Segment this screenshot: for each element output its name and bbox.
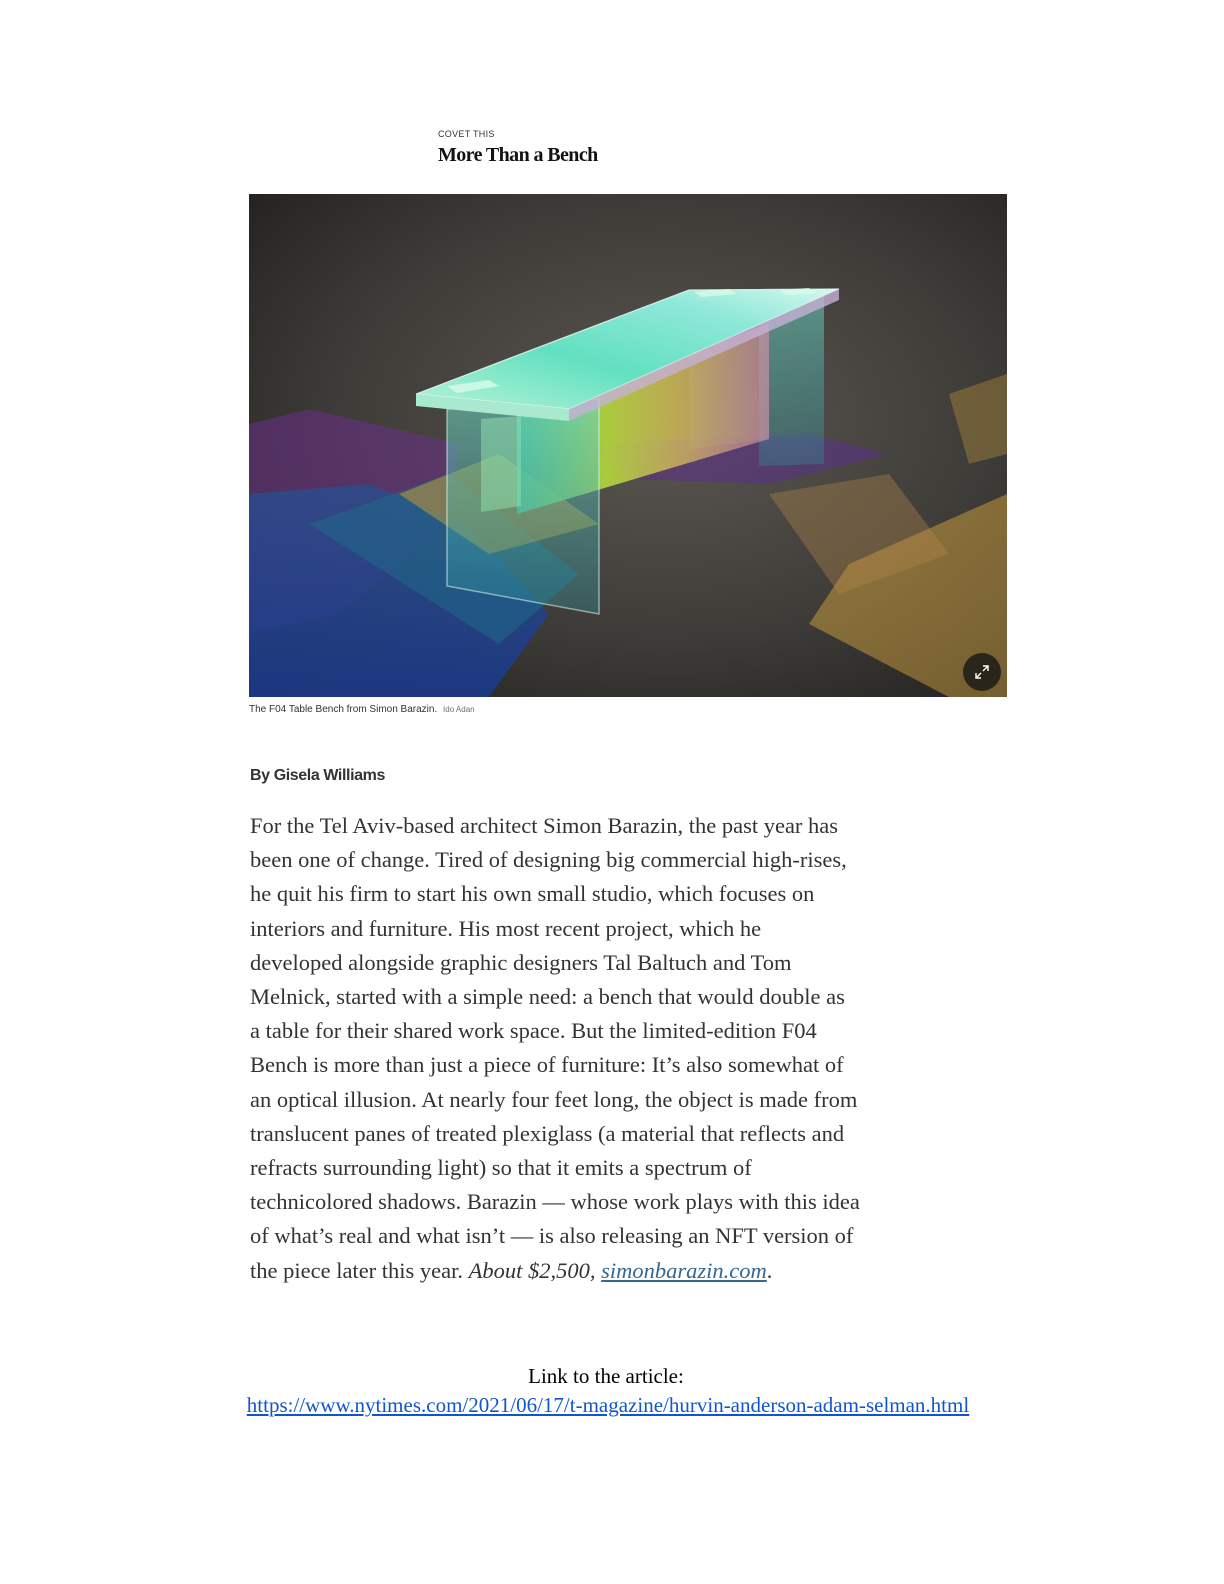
article-url-link[interactable]: https://www.nytimes.com/2021/06/17/t-magazine/hurvin-anderson-adam-selman.html	[246, 1393, 970, 1417]
article-link-label: Link to the article:	[528, 1364, 684, 1388]
body-line: interiors and furniture. His most recent project, which he	[250, 915, 762, 941]
simonbarazin-link[interactable]: simonbarazin.com	[601, 1257, 767, 1283]
article-body	[250, 809, 950, 1288]
caption-text: The F04 Table Bench from Simon Barazin.	[249, 704, 438, 715]
photo-caption	[249, 704, 475, 715]
byline: By Gisela Williams	[250, 767, 385, 784]
expand-arrows-icon	[974, 664, 990, 680]
body-line: translucent panes of treated plexiglass (a material that reflects and	[250, 1120, 845, 1146]
body-line: Melnick, started with a simple need: a bench that would double as	[250, 984, 845, 1010]
body-last-period: .	[766, 1257, 773, 1283]
body-line: Bench is more than just a piece of furniture: It’s also somewhat of	[250, 1052, 844, 1078]
photo-credit: Ido Adan	[443, 705, 475, 714]
price: About $2,500,	[468, 1257, 596, 1283]
article-photo	[249, 194, 1007, 697]
body-line: developed alongside graphic designers Tal Baltuch and Tom	[250, 949, 792, 975]
headline: More Than a Bench	[438, 144, 598, 166]
bench-photo-illustration	[249, 194, 1007, 697]
expand-image-button[interactable]	[963, 653, 1001, 691]
article-link-wrapper	[0, 1393, 1216, 1418]
body-line: he quit his firm to start his own small studio, which focuses on	[250, 881, 815, 907]
body-line-last	[250, 1254, 950, 1288]
body-line: been one of change. Tired of designing big commercial high-rises,	[250, 847, 847, 873]
body-line: a table for their shared work space. But the limited-edition F04	[250, 1018, 817, 1044]
body-line: an optical illusion. At nearly four feet long, the object is made from	[250, 1086, 858, 1112]
body-line: refracts surrounding light) so that it emits a spectrum of	[250, 1155, 752, 1181]
body-line: technicolored shadows. Barazin — whose work plays with this idea	[250, 1189, 860, 1215]
body-line: of what’s real and what isn’t — is also releasing an NFT version of	[250, 1223, 854, 1249]
body-line: For the Tel Aviv-based architect Simon Barazin, the past year has	[250, 813, 839, 838]
body-last-text: the piece later this year.	[250, 1257, 464, 1283]
kicker: COVET THIS	[438, 129, 495, 139]
